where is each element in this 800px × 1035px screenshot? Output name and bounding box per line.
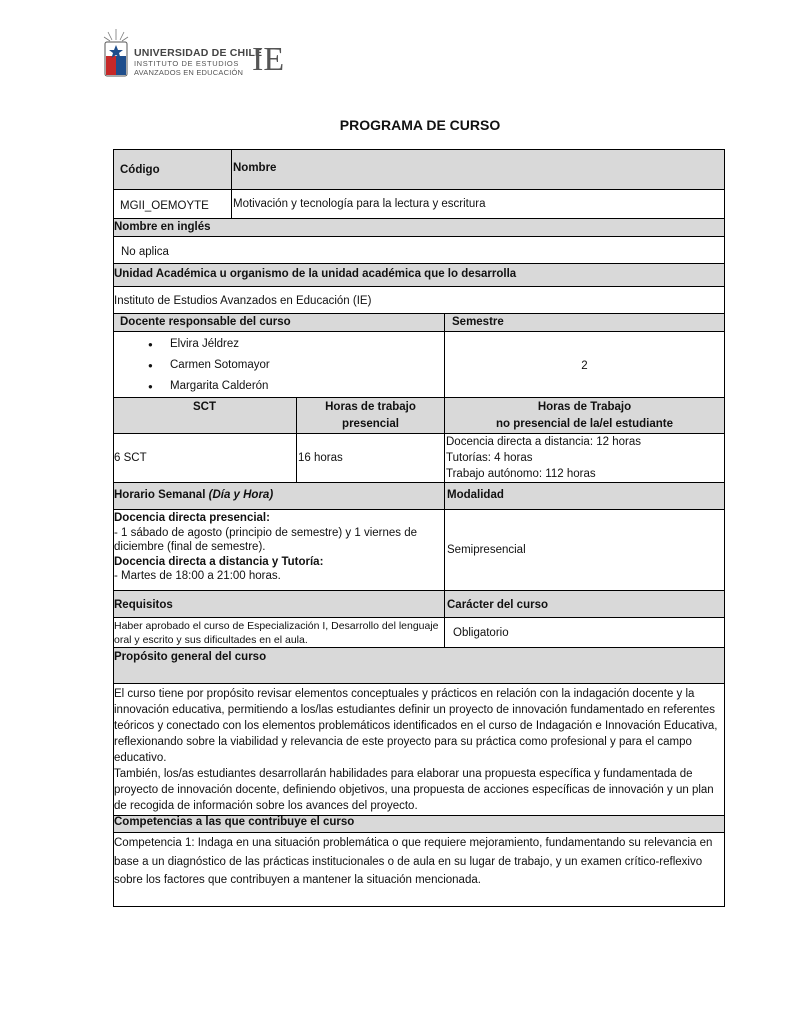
modalidad-label: Modalidad [447,489,504,501]
grid-line [113,149,725,150]
horas-presencial-label-line-2: presencial [342,418,399,430]
requisitos-value: Haber aprobado el curso de Especialización I, Desarrollo del lenguaje oral y escrito y sus dificultades en el aula. [114,620,439,646]
horario-value [112,511,442,584]
grid-line [113,331,725,332]
grid-line [113,647,725,648]
grid-line [113,189,725,190]
caracter-value: Obligatorio [453,627,509,639]
horario-presencial-title: Docencia directa presencial: [114,512,270,524]
codigo-label: Código [120,164,160,176]
semestre-label: Semestre [452,316,504,328]
grid-line [113,397,725,398]
caracter-label: Carácter del curso [447,599,548,611]
logo-institute-line-1: INSTITUTO DE ESTUDIOS [134,59,239,68]
grid-line [113,218,725,219]
semestre-value: 2 [581,360,588,372]
grid-line [113,263,725,264]
grid-line [113,590,725,591]
grid-line [113,313,725,314]
unidad-label: Unidad Académica u organismo de la unidad académica que lo desarrolla [114,268,517,280]
grid-line [113,236,725,237]
horas-presencial-value: 16 horas [298,452,343,464]
codigo-value: MGII_OEMOYTE [120,200,209,212]
proposito-label: Propósito general del curso [114,651,267,663]
unidad-value: Instituto de Estudios Avanzados en Educación (IE) [114,295,372,307]
competencia-1: Competencia 1: Indaga en una situación problemática o que requiere mejoramiento, fundamentando su relevancia en base a un diagnóstico de las prácticas institucionales o de aula en su lugar de trabajo, y un examen crítico-reflexivo sobre los factores que contribuyen a mantener la situación mencionada. [114,837,713,886]
horario-distancia-title: Docencia directa a distancia y Tutoría: [114,555,324,568]
horas-no-presencial-line: Docencia directa a distancia: 12 horas [446,436,641,448]
logo-ie-mark: IE [252,41,285,78]
horario-label [112,488,442,503]
proposito-value [112,686,724,814]
horas-no-presencial-label-line-2: no presencial de la/el estudiante [495,418,674,430]
nombre-ingles-value: No aplica [121,246,169,258]
sct-value: 6 SCT [114,452,147,464]
horas-presencial-label-line-1: Horas de trabajo [325,401,416,413]
nombre-ingles-label: Nombre en inglés [114,221,211,233]
docentes-list [118,334,440,397]
proposito-paragraph: El curso tiene por propósito revisar elementos conceptuales y prácticos en relación con la indagación docente y la innovación educativa, permitiendo a los/las estudiantes definir un proyecto de innovación fundamentado en referentes teóricos y conectado con los elementos problemáticos identificados en el curso de Indagación e Innovación Educativa, reflexionando sobre la viabilidad y relevancia de este proyecto para su práctica como profesional y para el campo educativo. [114,688,718,764]
docente-label: Docente responsable del curso [120,316,291,328]
page-title: PROGRAMA DE CURSO [339,117,501,133]
grid-line [113,433,725,434]
grid-line [113,617,725,618]
grid-line [724,149,725,907]
grid-line [113,832,725,833]
horas-no-presencial-label-line-1: Horas de Trabajo [537,401,632,413]
logo-institute-line-2: AVANZADOS EN EDUCACIÓN [134,68,244,77]
docente-item: ● Elvira Jéldrez [118,334,440,355]
sct-label: SCT [193,401,216,413]
docentes-list-cell [116,334,442,397]
university-logo [103,28,283,80]
horas-no-presencial-line: Trabajo autónomo: 112 horas [446,468,596,480]
horario-presencial-text: - 1 sábado de agosto (principio de semestre) y 1 viernes de diciembre (final de semestre). [114,526,417,553]
grid-line [113,509,725,510]
docente-item: ● Margarita Calderón [118,376,440,397]
university-seal-icon [103,28,129,78]
horario-distancia-text: - Martes de 18:00 a 21:00 horas. [114,570,281,582]
nombre-value: Motivación y tecnología para la lectura y escritura [233,198,486,210]
requisitos-label: Requisitos [114,599,173,611]
horario-label-text: Horario Semanal [114,489,206,501]
grid-line [113,906,725,907]
horas-no-presencial-line: Tutorías: 4 horas [446,452,533,464]
proposito-paragraph: También, los/as estudiantes desarrollarán habilidades para elaborar una propuesta específica y fundamentada de proyecto de innovación docente, definiendo objetivos, una propuesta de acciones específicas de innovación y un plan de recogida de información sobre los avances del proyecto. [114,768,714,812]
competencias-label: Competencias a las que contribuye el curso [114,816,355,828]
grid-line [113,683,725,684]
docente-item: ● Carmen Sotomayor [118,355,440,376]
nombre-label: Nombre [233,162,277,174]
horario-label-italic: (Día y Hora) [208,489,274,501]
grid-line [113,482,725,483]
grid-line [113,286,725,287]
logo-university-name: UNIVERSIDAD DE CHILE [134,47,263,59]
modalidad-value: Semipresencial [447,544,526,556]
